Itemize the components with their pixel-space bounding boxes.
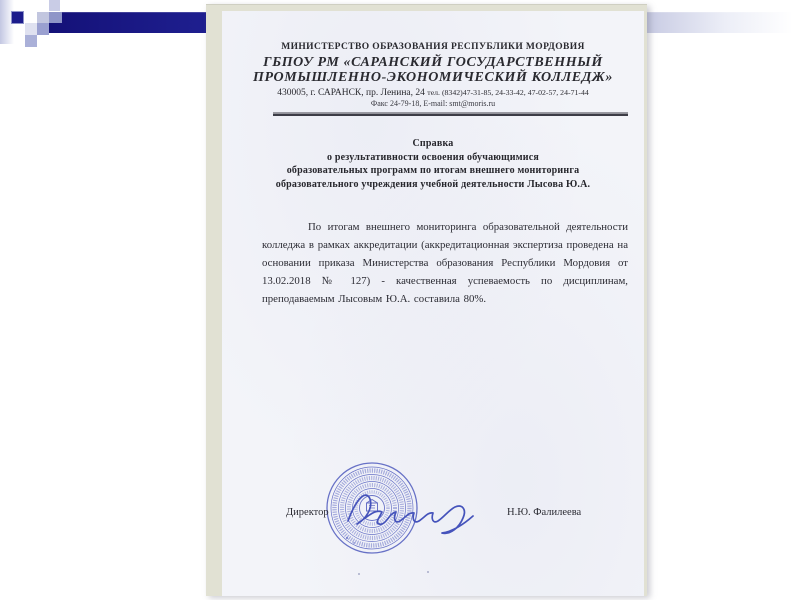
- scan-speck: [358, 573, 360, 575]
- body-line: 13.02.2018 № 127) - качественная успеваемость по дисциплинам,: [262, 275, 628, 287]
- decor-square: [49, 0, 60, 11]
- body-line: колледжа в рамках аккредитации (аккредитационная экспертиза проведена на: [262, 239, 628, 251]
- body-line: По итогам внешнего мониторинга образовательной деятельности: [308, 221, 628, 233]
- decor-square: [37, 23, 49, 35]
- director-label: Директор: [286, 507, 329, 518]
- decor-square: [25, 35, 37, 47]
- address-text: 430005, г. САРАНСК, пр. Ленина, 24: [277, 88, 425, 98]
- decor-square: [25, 23, 37, 35]
- signature-scribble: [342, 469, 492, 541]
- document-page: [222, 11, 644, 596]
- decor-square: [37, 12, 49, 23]
- letterhead-rule: [273, 112, 628, 116]
- body-paragraph: [262, 218, 628, 308]
- address-line: [250, 87, 616, 99]
- phones-text: тел. (8342)47-31-85, 24-33-42, 47-02-57, 24-71-44: [427, 88, 589, 97]
- ministry-line: МИНИСТЕРСТВО ОБРАЗОВАНИЯ РЕСПУБЛИКИ МОРДОВИЯ: [281, 42, 585, 52]
- org-name-line1: ГБПОУ РМ «САРАНСКИЙ ГОСУДАРСТВЕННЫЙ: [263, 55, 603, 70]
- title-line: образовательных программ по итогам внешнего мониторинга: [286, 165, 580, 176]
- signature-name: Н.Ю. Фалилеева: [507, 507, 582, 518]
- scan-speck: [427, 571, 429, 573]
- org-name-line2: ПРОМЫШЛЕННО-ЭКОНОМИЧЕСКИЙ КОЛЛЕДЖ»: [253, 70, 613, 85]
- fax-email-line: Факс 24-79-18, E-mail: smt@moris.ru: [370, 99, 496, 108]
- decor-square-navy: [12, 12, 23, 23]
- letterhead: [250, 42, 616, 109]
- document-title: [250, 137, 616, 191]
- body-line: основании приказа Министерства образования Республики Мордовия от: [262, 257, 628, 269]
- title-line: о результативности освоения обучающимися: [327, 151, 539, 163]
- decor-square: [49, 12, 62, 23]
- title-line: Справка: [412, 138, 454, 149]
- document-scan: [206, 4, 647, 596]
- body-line: преподаваемым Лысовым Ю.А. составила 80%.: [262, 293, 487, 305]
- title-line: образовательного учреждения учебной деятельности Лысова Ю.А.: [275, 178, 591, 190]
